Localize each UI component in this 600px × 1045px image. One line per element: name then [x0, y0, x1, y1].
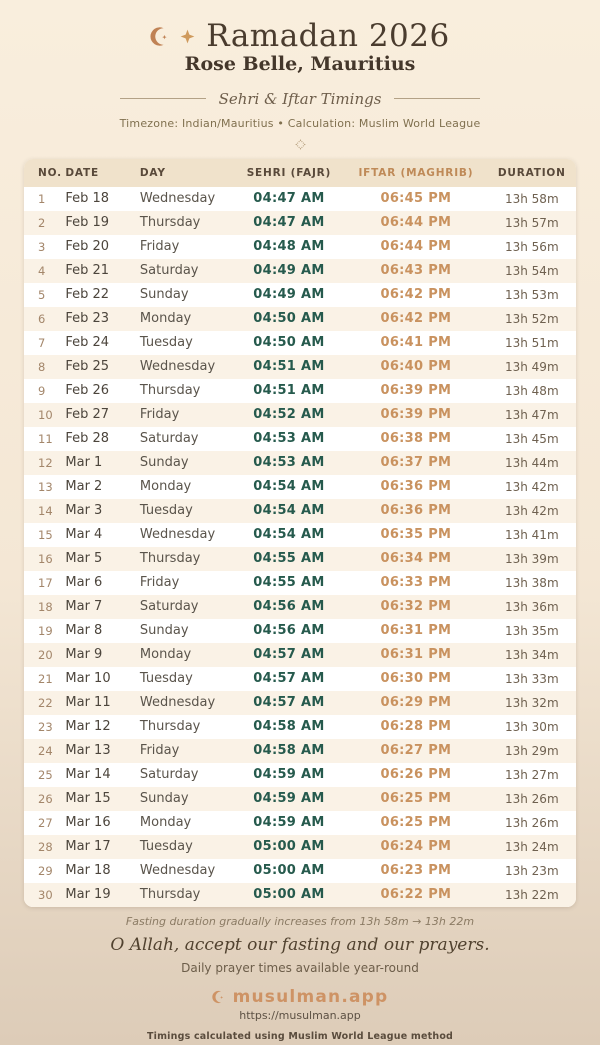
cell-sehri-time: 04:58 AM: [253, 743, 325, 759]
timings-table: [24, 159, 576, 907]
cell-date: Feb 25: [65, 359, 110, 375]
cell-sehri-time: 05:00 AM: [253, 863, 325, 879]
cell-duration: 13h 32m: [504, 695, 559, 710]
cell-duration: 13h 53m: [504, 287, 559, 302]
cell-no: 28: [38, 839, 53, 854]
cell-date: Mar 15: [65, 791, 111, 807]
cell-date: Mar 1: [65, 455, 103, 471]
calculation-method-note: Timings calculated using Muslim World League method: [146, 1030, 454, 1042]
cell-duration: 13h 27m: [504, 767, 559, 782]
cell-duration: 13h 56m: [504, 239, 559, 254]
cell-duration: 13h 49m: [504, 359, 559, 374]
cell-iftar-time: 06:31 PM: [380, 647, 452, 663]
cell-day: Thursday: [139, 719, 201, 735]
cell-iftar-time: 06:41 PM: [380, 335, 452, 351]
table-row: [24, 259, 576, 283]
cell-iftar-time: 06:32 PM: [380, 599, 452, 615]
cell-day: Wednesday: [139, 191, 216, 207]
cell-no: 12: [38, 455, 53, 470]
cell-no: 27: [38, 815, 53, 830]
cell-day: Wednesday: [139, 527, 216, 543]
cell-iftar-time: 06:39 PM: [380, 383, 452, 399]
table-row: [24, 379, 576, 403]
cell-no: 18: [38, 599, 53, 614]
cell-day: Tuesday: [139, 671, 193, 687]
cell-duration: 13h 58m: [504, 191, 559, 206]
cell-no: 26: [38, 791, 53, 806]
table-row: [24, 283, 576, 307]
cell-date: Mar 19: [65, 887, 111, 903]
cell-no: 11: [38, 431, 53, 446]
cell-date: Mar 12: [65, 719, 111, 735]
section-divider: [120, 90, 480, 108]
cell-duration: 13h 48m: [504, 383, 559, 398]
dua-quote: O Allah, accept our fasting and our prayers.: [110, 934, 490, 955]
brand-crescent-icon: [212, 990, 226, 1004]
cell-iftar-time: 06:45 PM: [380, 191, 452, 207]
cell-duration: 13h 41m: [504, 527, 559, 542]
cell-day: Tuesday: [139, 335, 193, 351]
col-header-duration: DURATION: [488, 159, 576, 187]
cell-day: Sunday: [139, 791, 189, 807]
table-row: [24, 643, 576, 667]
cell-duration: 13h 29m: [504, 743, 559, 758]
cell-date: Feb 23: [65, 311, 110, 327]
cell-duration: 13h 47m: [504, 407, 559, 422]
cell-iftar-time: 06:44 PM: [380, 215, 452, 231]
col-header-date: DATE: [65, 159, 140, 187]
cell-no: 10: [38, 407, 53, 422]
col-header-no: NO.: [24, 159, 65, 187]
cell-no: 20: [38, 647, 53, 662]
table-row: [24, 235, 576, 259]
brand-url[interactable]: https://musulman.app: [239, 1008, 361, 1022]
cell-date: Mar 3: [65, 503, 103, 519]
table-row: [24, 691, 576, 715]
table-header: [24, 159, 576, 187]
cell-iftar-time: 06:25 PM: [380, 815, 452, 831]
title-row: [0, 20, 600, 53]
table-row: [24, 619, 576, 643]
cell-day: Thursday: [139, 383, 201, 399]
cell-no: 6: [38, 311, 46, 326]
cell-date: Mar 13: [65, 743, 111, 759]
cell-no: 16: [38, 551, 53, 566]
cell-duration: 13h 54m: [504, 263, 559, 278]
cell-sehri-time: 04:49 AM: [253, 287, 325, 303]
cell-no: 7: [38, 335, 46, 350]
cell-sehri-time: 04:47 AM: [253, 215, 325, 231]
cell-day: Monday: [139, 815, 192, 831]
table-row: [24, 499, 576, 523]
header: [0, 0, 600, 148]
footer: [0, 915, 600, 1042]
cell-iftar-time: 06:43 PM: [380, 263, 452, 279]
cell-iftar-time: 06:42 PM: [380, 287, 452, 303]
table-row: [24, 835, 576, 859]
cell-day: Friday: [139, 575, 180, 591]
cell-iftar-time: 06:40 PM: [380, 359, 452, 375]
cell-date: Mar 2: [65, 479, 103, 495]
cell-iftar-time: 06:27 PM: [380, 743, 452, 759]
timings-table-body: [24, 187, 576, 907]
table-row: [24, 859, 576, 883]
cell-sehri-time: 04:53 AM: [253, 431, 325, 447]
cell-duration: 13h 36m: [504, 599, 559, 614]
cell-sehri-time: 05:00 AM: [253, 887, 325, 903]
brand-name: musulman.app: [232, 986, 389, 1007]
cell-sehri-time: 04:48 AM: [253, 239, 325, 255]
cell-sehri-time: 04:55 AM: [253, 575, 325, 591]
cell-day: Thursday: [139, 215, 201, 231]
table-row: [24, 811, 576, 835]
cell-iftar-time: 06:28 PM: [380, 719, 452, 735]
cell-sehri-time: 04:47 AM: [253, 191, 325, 207]
cell-sehri-time: 04:52 AM: [253, 407, 325, 423]
cell-iftar-time: 06:26 PM: [380, 767, 452, 783]
cell-no: 14: [38, 503, 53, 518]
cell-sehri-time: 04:57 AM: [253, 671, 325, 687]
cell-sehri-time: 04:56 AM: [253, 623, 325, 639]
cell-day: Wednesday: [139, 359, 216, 375]
cell-sehri-time: 05:00 AM: [253, 839, 325, 855]
table-row: [24, 883, 576, 907]
cell-no: 21: [38, 671, 53, 686]
timings-card: [24, 159, 576, 907]
cell-day: Wednesday: [139, 863, 216, 879]
cell-day: Monday: [139, 647, 192, 663]
cell-date: Feb 18: [65, 191, 110, 207]
cell-sehri-time: 04:50 AM: [253, 335, 325, 351]
table-row: [24, 355, 576, 379]
cell-duration: 13h 23m: [504, 863, 559, 878]
table-row: [24, 523, 576, 547]
cell-iftar-time: 06:35 PM: [380, 527, 452, 543]
cell-sehri-time: 04:58 AM: [253, 719, 325, 735]
cell-iftar-time: 06:44 PM: [380, 239, 452, 255]
cell-date: Feb 22: [65, 287, 110, 303]
cell-no: 5: [38, 287, 46, 302]
cell-sehri-time: 04:51 AM: [253, 383, 325, 399]
cell-sehri-time: 04:56 AM: [253, 599, 325, 615]
cell-no: 17: [38, 575, 53, 590]
cell-duration: 13h 39m: [504, 551, 559, 566]
table-row: [24, 451, 576, 475]
table-row: [24, 475, 576, 499]
cell-duration: 13h 38m: [504, 575, 559, 590]
cell-duration: 13h 26m: [504, 791, 559, 806]
cell-iftar-time: 06:24 PM: [380, 839, 452, 855]
cell-date: Mar 8: [65, 623, 103, 639]
cell-no: 23: [38, 719, 53, 734]
col-header-day: DAY: [140, 159, 234, 187]
cell-day: Thursday: [139, 551, 201, 567]
cell-day: Saturday: [139, 599, 199, 615]
cell-day: Thursday: [139, 887, 201, 903]
cell-date: Feb 26: [65, 383, 110, 399]
table-row: [24, 187, 576, 211]
cell-iftar-time: 06:25 PM: [380, 791, 452, 807]
cell-iftar-time: 06:37 PM: [380, 455, 452, 471]
cell-sehri-time: 04:53 AM: [253, 455, 325, 471]
cell-duration: 13h 57m: [504, 215, 559, 230]
cell-no: 3: [38, 239, 46, 254]
cell-no: 25: [38, 767, 53, 782]
table-row: [24, 787, 576, 811]
cell-sehri-time: 04:51 AM: [253, 359, 325, 375]
cell-no: 9: [38, 383, 46, 398]
col-header-sehri: SEHRI (FAJR): [234, 159, 344, 187]
cell-iftar-time: 06:29 PM: [380, 695, 452, 711]
cell-no: 15: [38, 527, 53, 542]
cell-no: 19: [38, 623, 53, 638]
cell-date: Mar 16: [65, 815, 111, 831]
page-title: Ramadan 2026: [206, 18, 450, 54]
cell-sehri-time: 04:50 AM: [253, 311, 325, 327]
cell-sehri-time: 04:54 AM: [253, 479, 325, 495]
cell-no: 8: [38, 359, 46, 374]
table-row: [24, 739, 576, 763]
location-subtitle: Rose Belle, Mauritius: [184, 52, 416, 75]
col-header-iftar: IFTAR (MAGHRIB): [344, 159, 488, 187]
table-row: [24, 763, 576, 787]
cell-date: Feb 24: [65, 335, 110, 351]
cell-duration: 13h 26m: [504, 815, 559, 830]
cell-duration: 13h 30m: [504, 719, 559, 734]
divider-line-left: [120, 98, 206, 99]
cell-date: Mar 14: [65, 767, 111, 783]
cell-no: 30: [38, 887, 53, 902]
crescent-moon-icon: [150, 26, 171, 47]
cell-duration: 13h 42m: [504, 503, 559, 518]
cell-date: Mar 6: [65, 575, 103, 591]
cell-duration: 13h 51m: [504, 335, 559, 350]
cell-date: Feb 20: [65, 239, 110, 255]
cell-sehri-time: 04:59 AM: [253, 815, 325, 831]
cell-date: Feb 19: [65, 215, 110, 231]
cell-iftar-time: 06:22 PM: [380, 887, 452, 903]
cell-day: Monday: [139, 479, 192, 495]
section-title: Sehri & Iftar Timings: [218, 89, 382, 108]
cell-duration: 13h 52m: [504, 311, 559, 326]
table-row: [24, 211, 576, 235]
table-row: [24, 595, 576, 619]
cell-duration: 13h 33m: [504, 671, 559, 686]
cell-sehri-time: 04:57 AM: [253, 695, 325, 711]
cell-duration: 13h 22m: [504, 887, 559, 902]
cell-day: Saturday: [139, 263, 199, 279]
cell-day: Saturday: [139, 767, 199, 783]
cell-iftar-time: 06:30 PM: [380, 671, 452, 687]
table-row: [24, 667, 576, 691]
cell-day: Friday: [139, 743, 180, 759]
cell-no: 1: [38, 191, 46, 206]
cell-no: 22: [38, 695, 53, 710]
cell-date: Mar 17: [65, 839, 111, 855]
cell-day: Sunday: [139, 455, 189, 471]
cell-day: Saturday: [139, 431, 199, 447]
cell-date: Mar 5: [65, 551, 103, 567]
timezone-calculation-meta: Timezone: Indian/Mauritius • Calculation: Muslim World League: [119, 116, 481, 130]
cell-day: Tuesday: [139, 839, 193, 855]
cell-duration: 13h 24m: [504, 839, 559, 854]
cell-date: Mar 7: [65, 599, 103, 615]
cell-sehri-time: 04:57 AM: [253, 647, 325, 663]
availability-note: Daily prayer times available year-round: [181, 960, 419, 975]
table-row: [24, 547, 576, 571]
cell-day: Sunday: [139, 287, 189, 303]
cell-day: Friday: [139, 239, 180, 255]
cell-date: Mar 4: [65, 527, 103, 543]
cell-iftar-time: 06:23 PM: [380, 863, 452, 879]
cell-no: 4: [38, 263, 46, 278]
diamond-ornament-icon: [295, 139, 305, 149]
cell-date: Feb 27: [65, 407, 110, 423]
cell-sehri-time: 04:49 AM: [253, 263, 325, 279]
table-row: [24, 715, 576, 739]
table-row: [24, 403, 576, 427]
cell-iftar-time: 06:36 PM: [380, 479, 452, 495]
cell-no: 29: [38, 863, 53, 878]
cell-duration: 13h 42m: [504, 479, 559, 494]
table-row: [24, 331, 576, 355]
cell-no: 24: [38, 743, 53, 758]
cell-iftar-time: 06:33 PM: [380, 575, 452, 591]
sparkle-star-icon: [180, 29, 195, 44]
cell-sehri-time: 04:59 AM: [253, 767, 325, 783]
cell-duration: 13h 44m: [504, 455, 559, 470]
table-row: [24, 571, 576, 595]
cell-duration: 13h 45m: [504, 431, 559, 446]
cell-no: 13: [38, 479, 53, 494]
cell-iftar-time: 06:34 PM: [380, 551, 452, 567]
table-row: [24, 427, 576, 451]
cell-iftar-time: 06:31 PM: [380, 623, 452, 639]
table-row: [24, 307, 576, 331]
cell-date: Mar 10: [65, 671, 111, 687]
cell-date: Feb 21: [65, 263, 110, 279]
cell-duration: 13h 35m: [504, 623, 559, 638]
cell-day: Friday: [139, 407, 180, 423]
cell-no: 2: [38, 215, 46, 230]
cell-date: Feb 28: [65, 431, 110, 447]
cell-sehri-time: 04:59 AM: [253, 791, 325, 807]
brand-link[interactable]: [0, 987, 600, 1007]
cell-iftar-time: 06:39 PM: [380, 407, 452, 423]
cell-sehri-time: 04:55 AM: [253, 551, 325, 567]
cell-date: Mar 9: [65, 647, 103, 663]
cell-duration: 13h 34m: [504, 647, 559, 662]
cell-iftar-time: 06:36 PM: [380, 503, 452, 519]
divider-line-right: [394, 98, 480, 99]
cell-sehri-time: 04:54 AM: [253, 503, 325, 519]
cell-iftar-time: 06:38 PM: [380, 431, 452, 447]
cell-date: Mar 18: [65, 863, 111, 879]
cell-day: Wednesday: [139, 695, 216, 711]
cell-day: Monday: [139, 311, 192, 327]
cell-day: Tuesday: [139, 503, 193, 519]
duration-note: Fasting duration gradually increases from 13h 58m → 13h 22m: [125, 914, 475, 928]
cell-iftar-time: 06:42 PM: [380, 311, 452, 327]
cell-sehri-time: 04:54 AM: [253, 527, 325, 543]
cell-day: Sunday: [139, 623, 189, 639]
cell-date: Mar 11: [65, 695, 111, 711]
